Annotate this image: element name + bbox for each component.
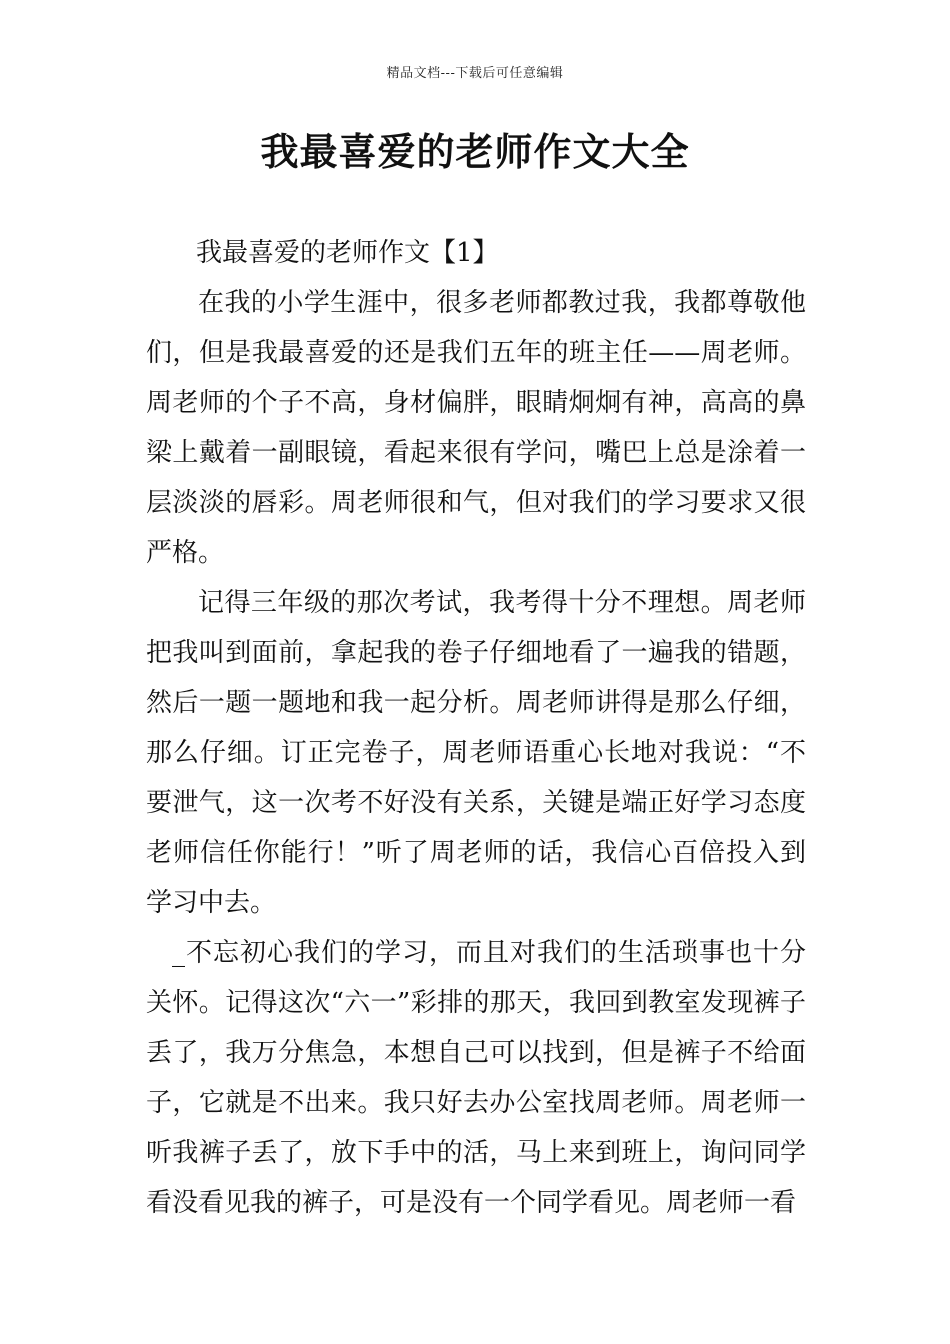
section-heading: 我最喜爱的老师作文【1】 [196,238,499,268]
paragraph-3: _不忘初心我们的学习，而且对我们的生活琐事也十分关怀。记得这次“六一”彩排的那天，我回到教室发现裤子丢了，我万分焦急，本想自己可以找到，但是裤子不给面子，它就是不出来。我只好去办公室找周老师。周老师一听我裤子丢了，放下手中的活，马上来到班上，询问同学看没看见我的裤子，可是没有一个同学看见。周老师一看 [146,938,806,1218]
header-note: 精品文档---下载后可任意编辑 [386,66,564,81]
paragraph-1: 在我的小学生涯中，很多老师都教过我，我都尊敬他们，但是我最喜爱的还是我们五年的班主任——周老师。周老师的个子不高，身材偏胖，眼睛炯炯有神，高高的鼻梁上戴着一副眼镜，看起来很有学问，嘴巴上总是涂着一层淡淡的唇彩。周老师很和气，但对我们的学习要求又很严格。 [146,288,806,568]
document-body [146,228,806,1228]
document-title: 我最喜爱的老师作文大全 [260,130,690,174]
paragraph-2: 记得三年级的那次考试，我考得十分不理想。周老师把我叫到面前，拿起我的卷子仔细地看了一遍我的错题，然后一题一题地和我一起分析。周老师讲得是那么仔细，那么仔细。订正完卷子，周老师语重心长地对我说：“不要泄气，这一次考不好没有关系，关键是端正好学习态度老师信任你能行！”听了周老师的话，我信心百倍投入到学习中去。 [146,588,806,918]
